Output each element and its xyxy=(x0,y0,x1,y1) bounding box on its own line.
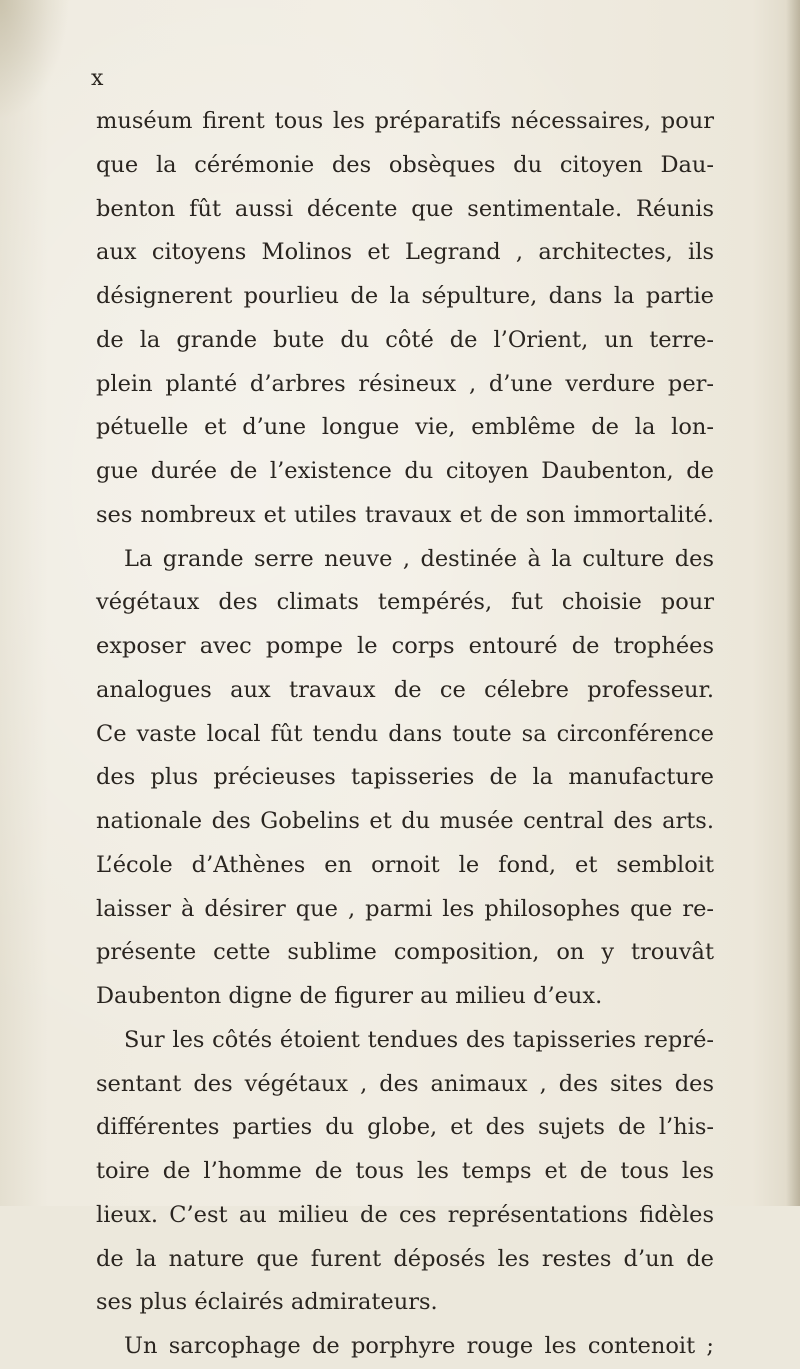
text-line: ses plus éclairés admirateurs. xyxy=(96,1289,438,1316)
text-line: présente cette sublime composition, on y trouvât xyxy=(96,939,714,966)
text-line: sentant des végétaux , des animaux , des sites des xyxy=(96,1070,714,1097)
text-line: des plus précieuses tapisseries de la manufacture xyxy=(96,764,714,791)
text-line: benton fût aussi décente que sentimentale. Réunis xyxy=(96,195,714,222)
text-line: désignerent pourlieu de la sépulture, dans la partie xyxy=(96,283,714,309)
text-line: muséum firent tous les préparatifs nécessaires, pour xyxy=(96,108,714,134)
text-line: lieux. C’est au milieu de ces représentations fidèles xyxy=(96,1201,714,1228)
text-line: différentes parties du globe, et des sujets de l’his- xyxy=(96,1114,714,1141)
text-line: végétaux des climats tempérés, fut choisie pour xyxy=(96,589,714,616)
text-line: pétuelle et d’une longue vie, emblême de la lon- xyxy=(96,414,714,441)
text-line: Sur les côtés étoient tendues des tapisseries repré- xyxy=(124,1026,714,1053)
text-line: Daubenton digne de figurer au milieu d’eux. xyxy=(96,983,603,1009)
page-stain xyxy=(0,0,70,120)
text-line: analogues aux travaux de ce célebre professeur. xyxy=(96,676,714,703)
text-line: nationale des Gobelins et du musée central des arts. xyxy=(96,808,714,834)
text-line: toire de l’homme de tous les temps et de tous les xyxy=(96,1158,714,1184)
page-edge-shadow xyxy=(786,0,800,1206)
text-line: plein planté d’arbres résineux , d’une verdure per- xyxy=(96,370,714,397)
text-line: Un sarcophage de porphyre rouge les contenoit ; xyxy=(124,1333,714,1359)
text-line: de la grande bute du côté de l’Orient, un terre- xyxy=(96,326,714,353)
text-line: aux citoyens Molinos et Legrand , architectes, ils xyxy=(96,239,714,266)
text-line: exposer avec pompe le corps entouré de trophées xyxy=(96,633,714,659)
page-number: x xyxy=(91,66,104,91)
text-line: Ce vaste local fût tendu dans toute sa circonférence xyxy=(96,720,714,747)
text-line: que la cérémonie des obsèques du citoyen Dau- xyxy=(96,151,714,178)
text-line: La grande serre neuve , destinée à la culture des xyxy=(124,545,714,572)
text-line: ses nombreux et utiles travaux et de son immortalité. xyxy=(96,501,714,528)
text-line: laisser à désirer que , parmi les philosophes que re- xyxy=(96,895,714,922)
body-text xyxy=(96,100,714,1369)
text-line: gue durée de l’existence du citoyen Daubenton, de xyxy=(96,458,714,484)
text-line: L’école d’Athènes en ornoit le fond, et sembloit xyxy=(96,851,714,878)
text-line: de la nature que furent déposés les restes d’un de xyxy=(96,1245,714,1272)
